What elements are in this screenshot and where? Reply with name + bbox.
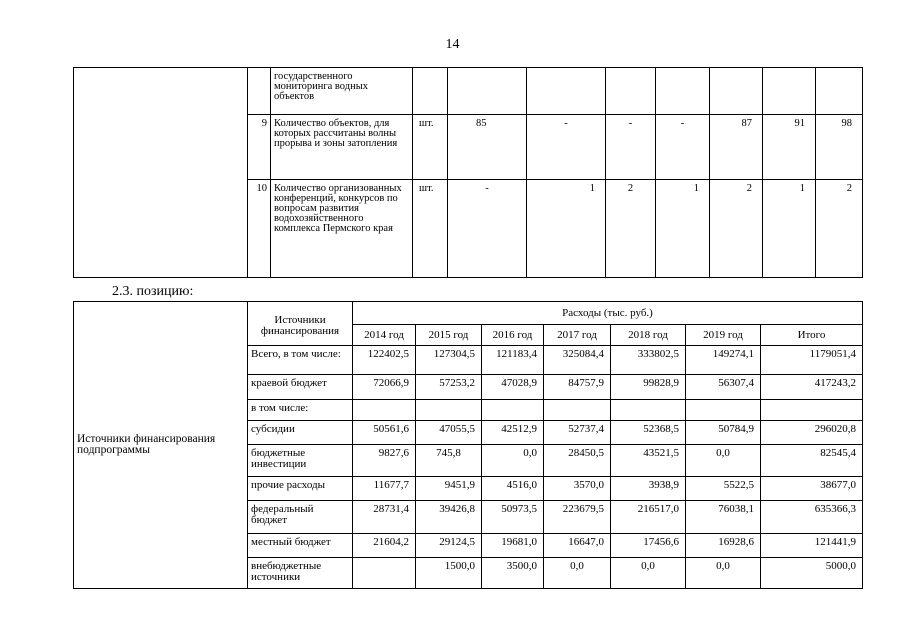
row-label: прочие расходы (248, 477, 353, 501)
position-label-cell (74, 68, 248, 278)
value-cell: 325084,4 (544, 346, 611, 375)
row-label: в том числе: (248, 400, 353, 421)
value-cell: 76038,1 (686, 501, 761, 534)
row-number (248, 68, 271, 115)
value-cell: 91 (763, 115, 816, 180)
value-cell: 16928,6 (686, 534, 761, 558)
value-cell: 333802,5 (611, 346, 686, 375)
value-cell: 296020,8 (761, 421, 863, 445)
section-title: 2.3. позицию: (112, 284, 194, 299)
row-label: бюджетные инвестиции (248, 445, 353, 477)
indicator-unit: шт. (413, 180, 448, 278)
value-cell: 2 (606, 180, 656, 278)
value-cell: 11677,7 (353, 477, 416, 501)
value-cell: 1500,0 (416, 558, 482, 589)
value-cell: 5522,5 (686, 477, 761, 501)
value-cell: 29124,5 (416, 534, 482, 558)
sources-header: Источники финансирования (248, 302, 353, 346)
value-cell (544, 400, 611, 421)
value-cell: 149274,1 (686, 346, 761, 375)
value-cell: 1 (763, 180, 816, 278)
value-cell: 56307,4 (686, 375, 761, 400)
value-cell: 9827,6 (353, 445, 416, 477)
value-cell (763, 68, 816, 115)
indicator-description: государственного мониторинга водных объектов (271, 68, 413, 115)
value-cell: 0,0 (686, 445, 761, 477)
value-cell: 1179051,4 (761, 346, 863, 375)
year-header: 2015 год (416, 325, 482, 346)
value-cell: 16647,0 (544, 534, 611, 558)
row-label: краевой бюджет (248, 375, 353, 400)
value-cell: 4516,0 (482, 477, 544, 501)
value-cell (527, 68, 606, 115)
funding-header-row (74, 302, 863, 325)
value-cell: 0,0 (544, 558, 611, 589)
value-cell: 1 (656, 180, 710, 278)
value-cell: 3938,9 (611, 477, 686, 501)
indicator-row-continued (74, 68, 863, 115)
value-cell: 50561,6 (353, 421, 416, 445)
indicator-description: Количество объектов, для которых рассчитаны волны прорыва и зоны затопления (271, 115, 413, 180)
section-label: Источники финансирования подпрограммы (74, 302, 248, 589)
row-number: 10 (248, 180, 271, 278)
value-cell: - (656, 115, 710, 180)
value-cell: 28450,5 (544, 445, 611, 477)
funding-table (73, 301, 863, 589)
value-cell: 57253,2 (416, 375, 482, 400)
value-cell: 417243,2 (761, 375, 863, 400)
value-cell: - (448, 180, 527, 278)
value-cell: 82545,4 (761, 445, 863, 477)
value-cell: 122402,5 (353, 346, 416, 375)
year-header: 2018 год (611, 325, 686, 346)
value-cell: 0,0 (686, 558, 761, 589)
value-cell: 635366,3 (761, 501, 863, 534)
value-cell: 85 (448, 115, 527, 180)
indicators-table (73, 67, 863, 278)
row-label: Всего, в том числе: (248, 346, 353, 375)
value-cell: 1 (527, 180, 606, 278)
value-cell (416, 400, 482, 421)
value-cell: 223679,5 (544, 501, 611, 534)
year-header: 2016 год (482, 325, 544, 346)
value-cell (606, 68, 656, 115)
value-cell: 38677,0 (761, 477, 863, 501)
value-cell: 72066,9 (353, 375, 416, 400)
value-cell: 28731,4 (353, 501, 416, 534)
value-cell: 87 (710, 115, 763, 180)
value-cell: - (606, 115, 656, 180)
indicator-unit: шт. (413, 115, 448, 180)
value-cell: 2 (816, 180, 863, 278)
page-number: 14 (445, 37, 460, 52)
value-cell: 0,0 (482, 445, 544, 477)
row-label: субсидии (248, 421, 353, 445)
year-header: 2014 год (353, 325, 416, 346)
value-cell: 127304,5 (416, 346, 482, 375)
value-cell: 3500,0 (482, 558, 544, 589)
value-cell (761, 400, 863, 421)
value-cell: 50973,5 (482, 501, 544, 534)
indicator-unit (413, 68, 448, 115)
value-cell (816, 68, 863, 115)
value-cell: 216517,0 (611, 501, 686, 534)
year-header: 2019 год (686, 325, 761, 346)
value-cell (448, 68, 527, 115)
value-cell: 47055,5 (416, 421, 482, 445)
total-header: Итого (761, 325, 863, 346)
value-cell (482, 400, 544, 421)
value-cell: 2 (710, 180, 763, 278)
expenses-header: Расходы (тыс. руб.) (353, 302, 863, 325)
row-number: 9 (248, 115, 271, 180)
value-cell: 9451,9 (416, 477, 482, 501)
value-cell: 19681,0 (482, 534, 544, 558)
row-label: внебюджетные источники (248, 558, 353, 589)
year-header: 2017 год (544, 325, 611, 346)
value-cell (611, 400, 686, 421)
value-cell: 3570,0 (544, 477, 611, 501)
value-cell: 52737,4 (544, 421, 611, 445)
value-cell: 43521,5 (611, 445, 686, 477)
value-cell: 98 (816, 115, 863, 180)
value-cell (710, 68, 763, 115)
value-cell: 99828,9 (611, 375, 686, 400)
value-cell (686, 400, 761, 421)
value-cell: 21604,2 (353, 534, 416, 558)
value-cell: 39426,8 (416, 501, 482, 534)
value-cell (353, 558, 416, 589)
value-cell: - (527, 115, 606, 180)
row-label: местный бюджет (248, 534, 353, 558)
value-cell: 17456,6 (611, 534, 686, 558)
value-cell: 0,0 (611, 558, 686, 589)
value-cell: 42512,9 (482, 421, 544, 445)
value-cell: 50784,9 (686, 421, 761, 445)
value-cell: 47028,9 (482, 375, 544, 400)
value-cell (353, 400, 416, 421)
value-cell: 745,8 (416, 445, 482, 477)
value-cell: 121183,4 (482, 346, 544, 375)
value-cell: 121441,9 (761, 534, 863, 558)
value-cell: 5000,0 (761, 558, 863, 589)
row-label: федеральный бюджет (248, 501, 353, 534)
value-cell: 52368,5 (611, 421, 686, 445)
value-cell: 84757,9 (544, 375, 611, 400)
indicator-description: Количество организованных конференций, конкурсов по вопросам развития водохозяйственного комплекса Пермского края (271, 180, 413, 278)
value-cell (656, 68, 710, 115)
